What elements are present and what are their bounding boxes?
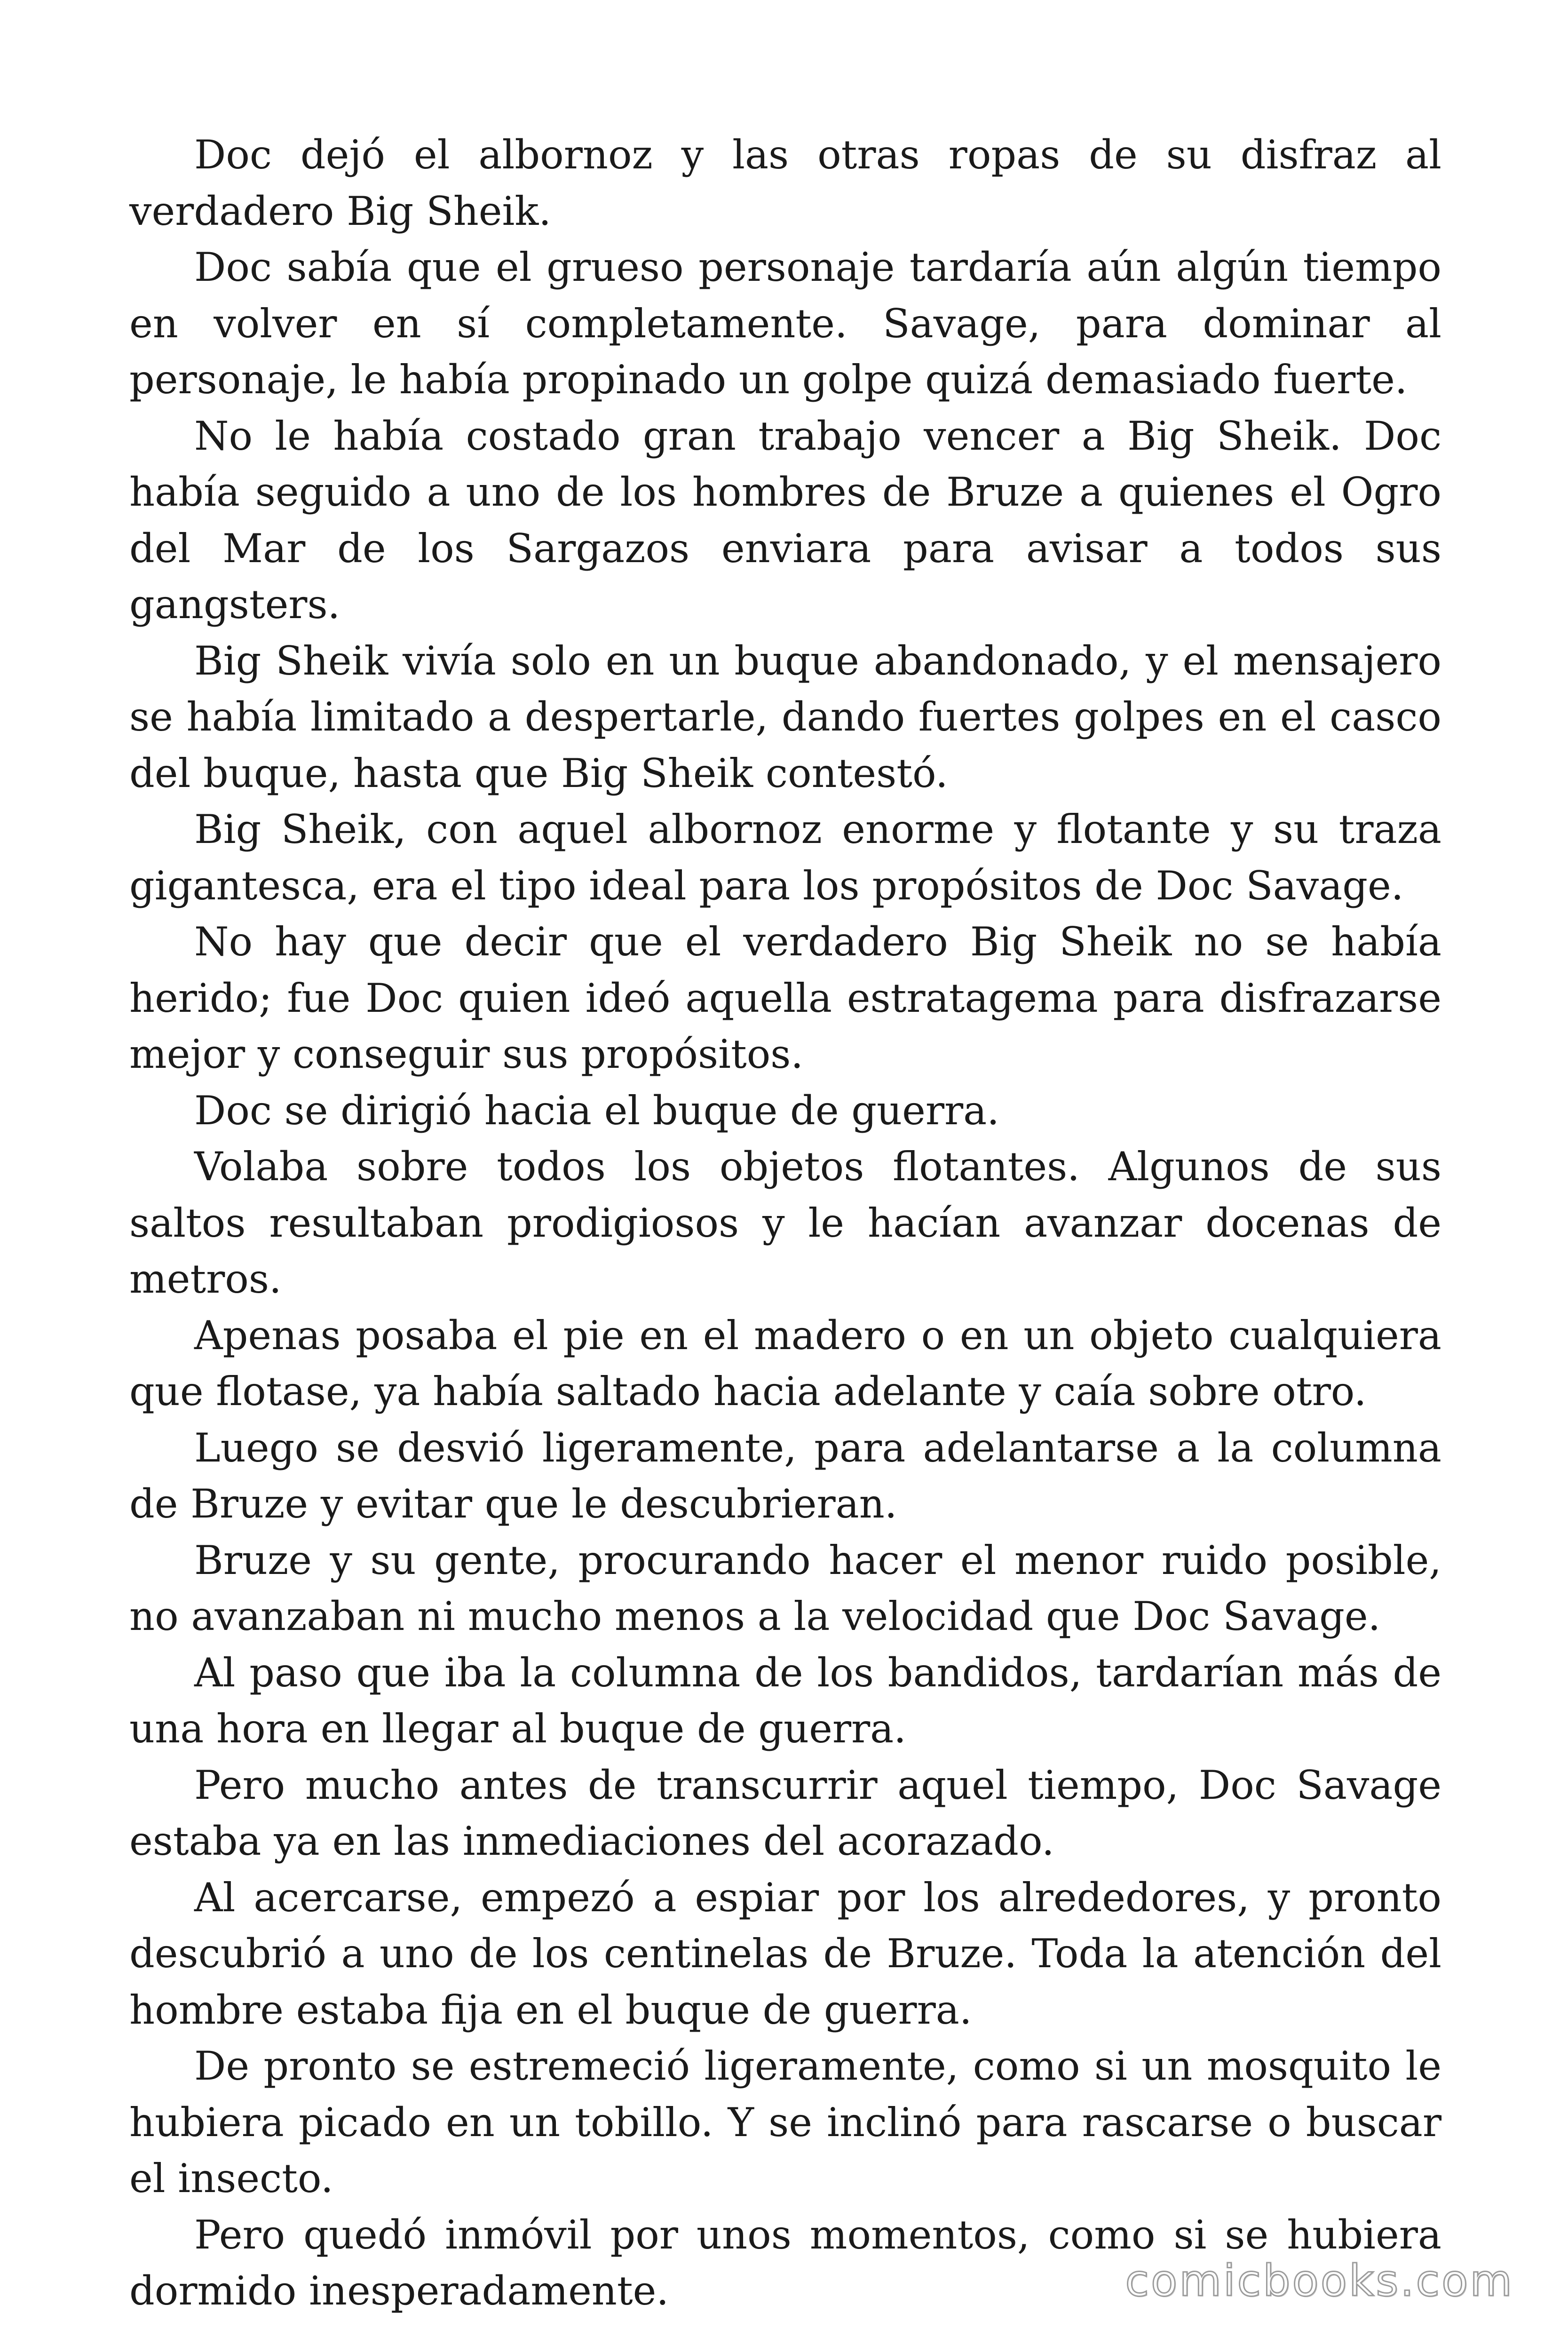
paragraph: Big Sheik, con aquel albornoz enorme y flotante y su traza gigantesca, era el tipo ideal para los propósitos de Doc Savage. bbox=[129, 806, 1441, 909]
paragraph: Pero quedó inmóvil por unos momentos, como si se hubiera dormido inesperadamente. bbox=[129, 2211, 1441, 2314]
paragraph: Volaba sobre todos los objetos flotantes. Algunos de sus saltos resultaban prodigiosos y le hacían avanzar docenas de metros. bbox=[129, 1144, 1441, 1302]
paragraph: Bruze y su gente, procurando hacer el menor ruido posible, no avanzaban ni mucho menos a la velocidad que Doc Savage. bbox=[129, 1537, 1441, 1639]
paragraph: Big Sheik vivía solo en un buque abandonado, y el mensajero se había limitado a despertarle, dando fuertes golpes en el casco del buque, hasta que Big Sheik contestó. bbox=[129, 637, 1441, 796]
paragraph: Doc se dirigió hacia el buque de guerra. bbox=[194, 1087, 999, 1134]
paragraph: Luego se desvió ligeramente, para adelantarse a la columna de Bruze y evitar que le descubrieran. bbox=[129, 1424, 1441, 1527]
paragraph: No le había costado gran trabajo vencer a Big Sheik. Doc había seguido a uno de los hombres de Bruze a quienes el Ogro del Mar de los Sargazos enviara para avisar a todos sus gangsters. bbox=[129, 413, 1441, 628]
paragraph: Pero mucho antes de transcurrir aquel tiempo, Doc Savage estaba ya en las inmediaciones del acorazado. bbox=[129, 1762, 1441, 1864]
body-text bbox=[129, 127, 1441, 2320]
paragraph: Al paso que iba la columna de los bandidos, tardarían más de una hora en llegar al buque de guerra. bbox=[129, 1649, 1441, 1752]
paragraph: Doc dejó el albornoz y las otras ropas de su disfraz al verdadero Big Sheik. bbox=[129, 132, 1441, 234]
paragraph: De pronto se estremeció ligeramente, como si un mosquito le hubiera picado en un tobillo. Y se inclinó para rascarse o buscar el insecto. bbox=[129, 2043, 1441, 2201]
paragraph: Doc sabía que el grueso personaje tardaría aún algún tiempo en volver en sí completamente. Savage, para dominar al personaje, le había propinado un golpe quizá demasiado fuerte. bbox=[129, 244, 1441, 403]
paragraph: Al acercarse, empezó a espiar por los alrededores, y pronto descubrió a uno de los centinelas de Bruze. Toda la atención del hombre estaba fija en el buque de guerra. bbox=[129, 1874, 1441, 2033]
watermark-logo: comicbooks.com bbox=[1125, 2256, 1514, 2306]
paragraph: Apenas posaba el pie en el madero o en un objeto cualquiera que flotase, ya había saltado hacia adelante y caía sobre otro. bbox=[129, 1312, 1441, 1414]
paragraph: No hay que decir que el verdadero Big Sheik no se había herido; fue Doc quien ideó aquella estratagema para disfrazarse mejor y conseguir sus propósitos. bbox=[129, 919, 1441, 1077]
